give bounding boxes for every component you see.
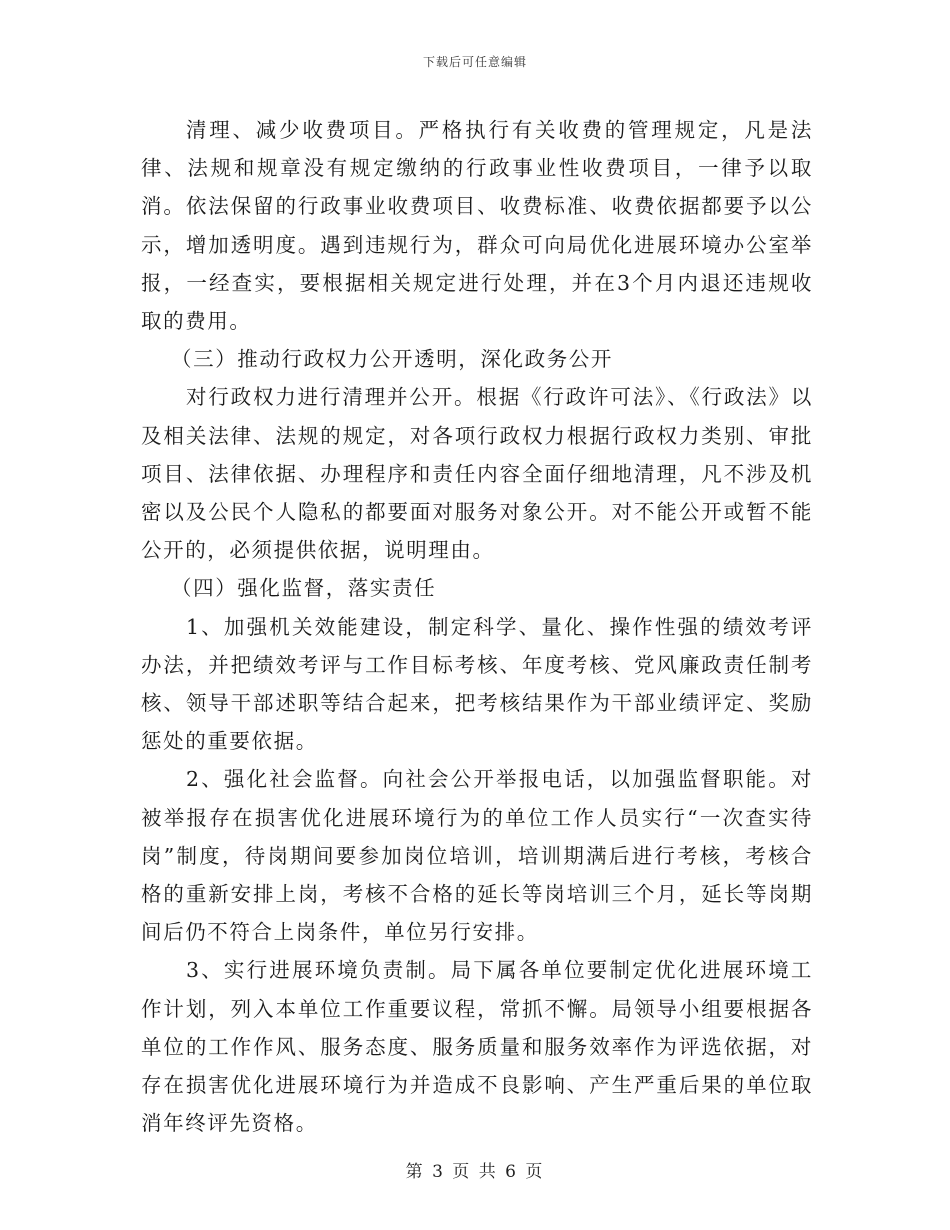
paragraph-power-disclosure: 对行政权力进行清理并公开。根据《行政许可法》、《行政法》以及相关法律、法规的规定，对各项行政权力根据行政权力类别、审批项目、法律依据、办理程序和责任内容全面仔细地清理，凡不涉及机密以及公民个人隐私的都要面对服务对象公开。对不能公开或暂不能公开的，必须提供依据，说明理由。	[141, 385, 813, 563]
paragraph-item-3: 3、实行进展环境负责制。局下属各单位要制定优化进展环境工作计划，列入本单位工作重要议程，常抓不懈。局领导小组要根据各单位的工作作风、服务态度、服务质量和服务效率作为评选依据，对存在损害优化进展环境行为并造成不良影响、产生严重后果的单位取消年终评先资格。	[141, 958, 813, 1136]
paragraph-fee-cleanup: 清理、减少收费项目。严格执行有关收费的管理规定，凡是法律、法规和规章没有规定缴纳的行政事业性收费项目，一律予以取消。依法保留的行政事业收费项目、收费标准、收费依据都要予以公示，增加透明度。遇到违规行为，群众可向局优化进展环境办公室举报，一经查实，要根据相关规定进行处理，并在3个月内退还违规收取的费用。	[141, 118, 813, 334]
page-number: 第 3 页 共 6 页	[405, 1162, 545, 1182]
section-heading-3: （三）推动行政权力公开透明，深化政务公开	[171, 347, 613, 372]
document-body	[141, 111, 813, 1142]
section-heading-4: （四）强化监督，落实责任	[171, 576, 437, 601]
page-header: 下载后可任意编辑	[422, 55, 527, 69]
paragraph-item-2: 2、强化社会监督。向社会公开举报电话，以加强监督职能。对被举报存在损害优化进展环境行为的单位工作人员实行“一次查实待岗”制度，待岗期间要参加岗位培训，培训期满后进行考核，考核合格的重新安排上岗，考核不合格的延长等岗培训三个月，延长等岗期间后仍不符合上岗条件，单位另行安排。	[141, 767, 813, 945]
paragraph-item-1: 1、加强机关效能建设，制定科学、量化、操作性强的绩效考评办法，并把绩效考评与工作目标考核、年度考核、党风廉政责任制考核、领导干部述职等结合起来，把考核结果作为干部业绩评定、奖励惩处的重要依据。	[141, 614, 813, 754]
